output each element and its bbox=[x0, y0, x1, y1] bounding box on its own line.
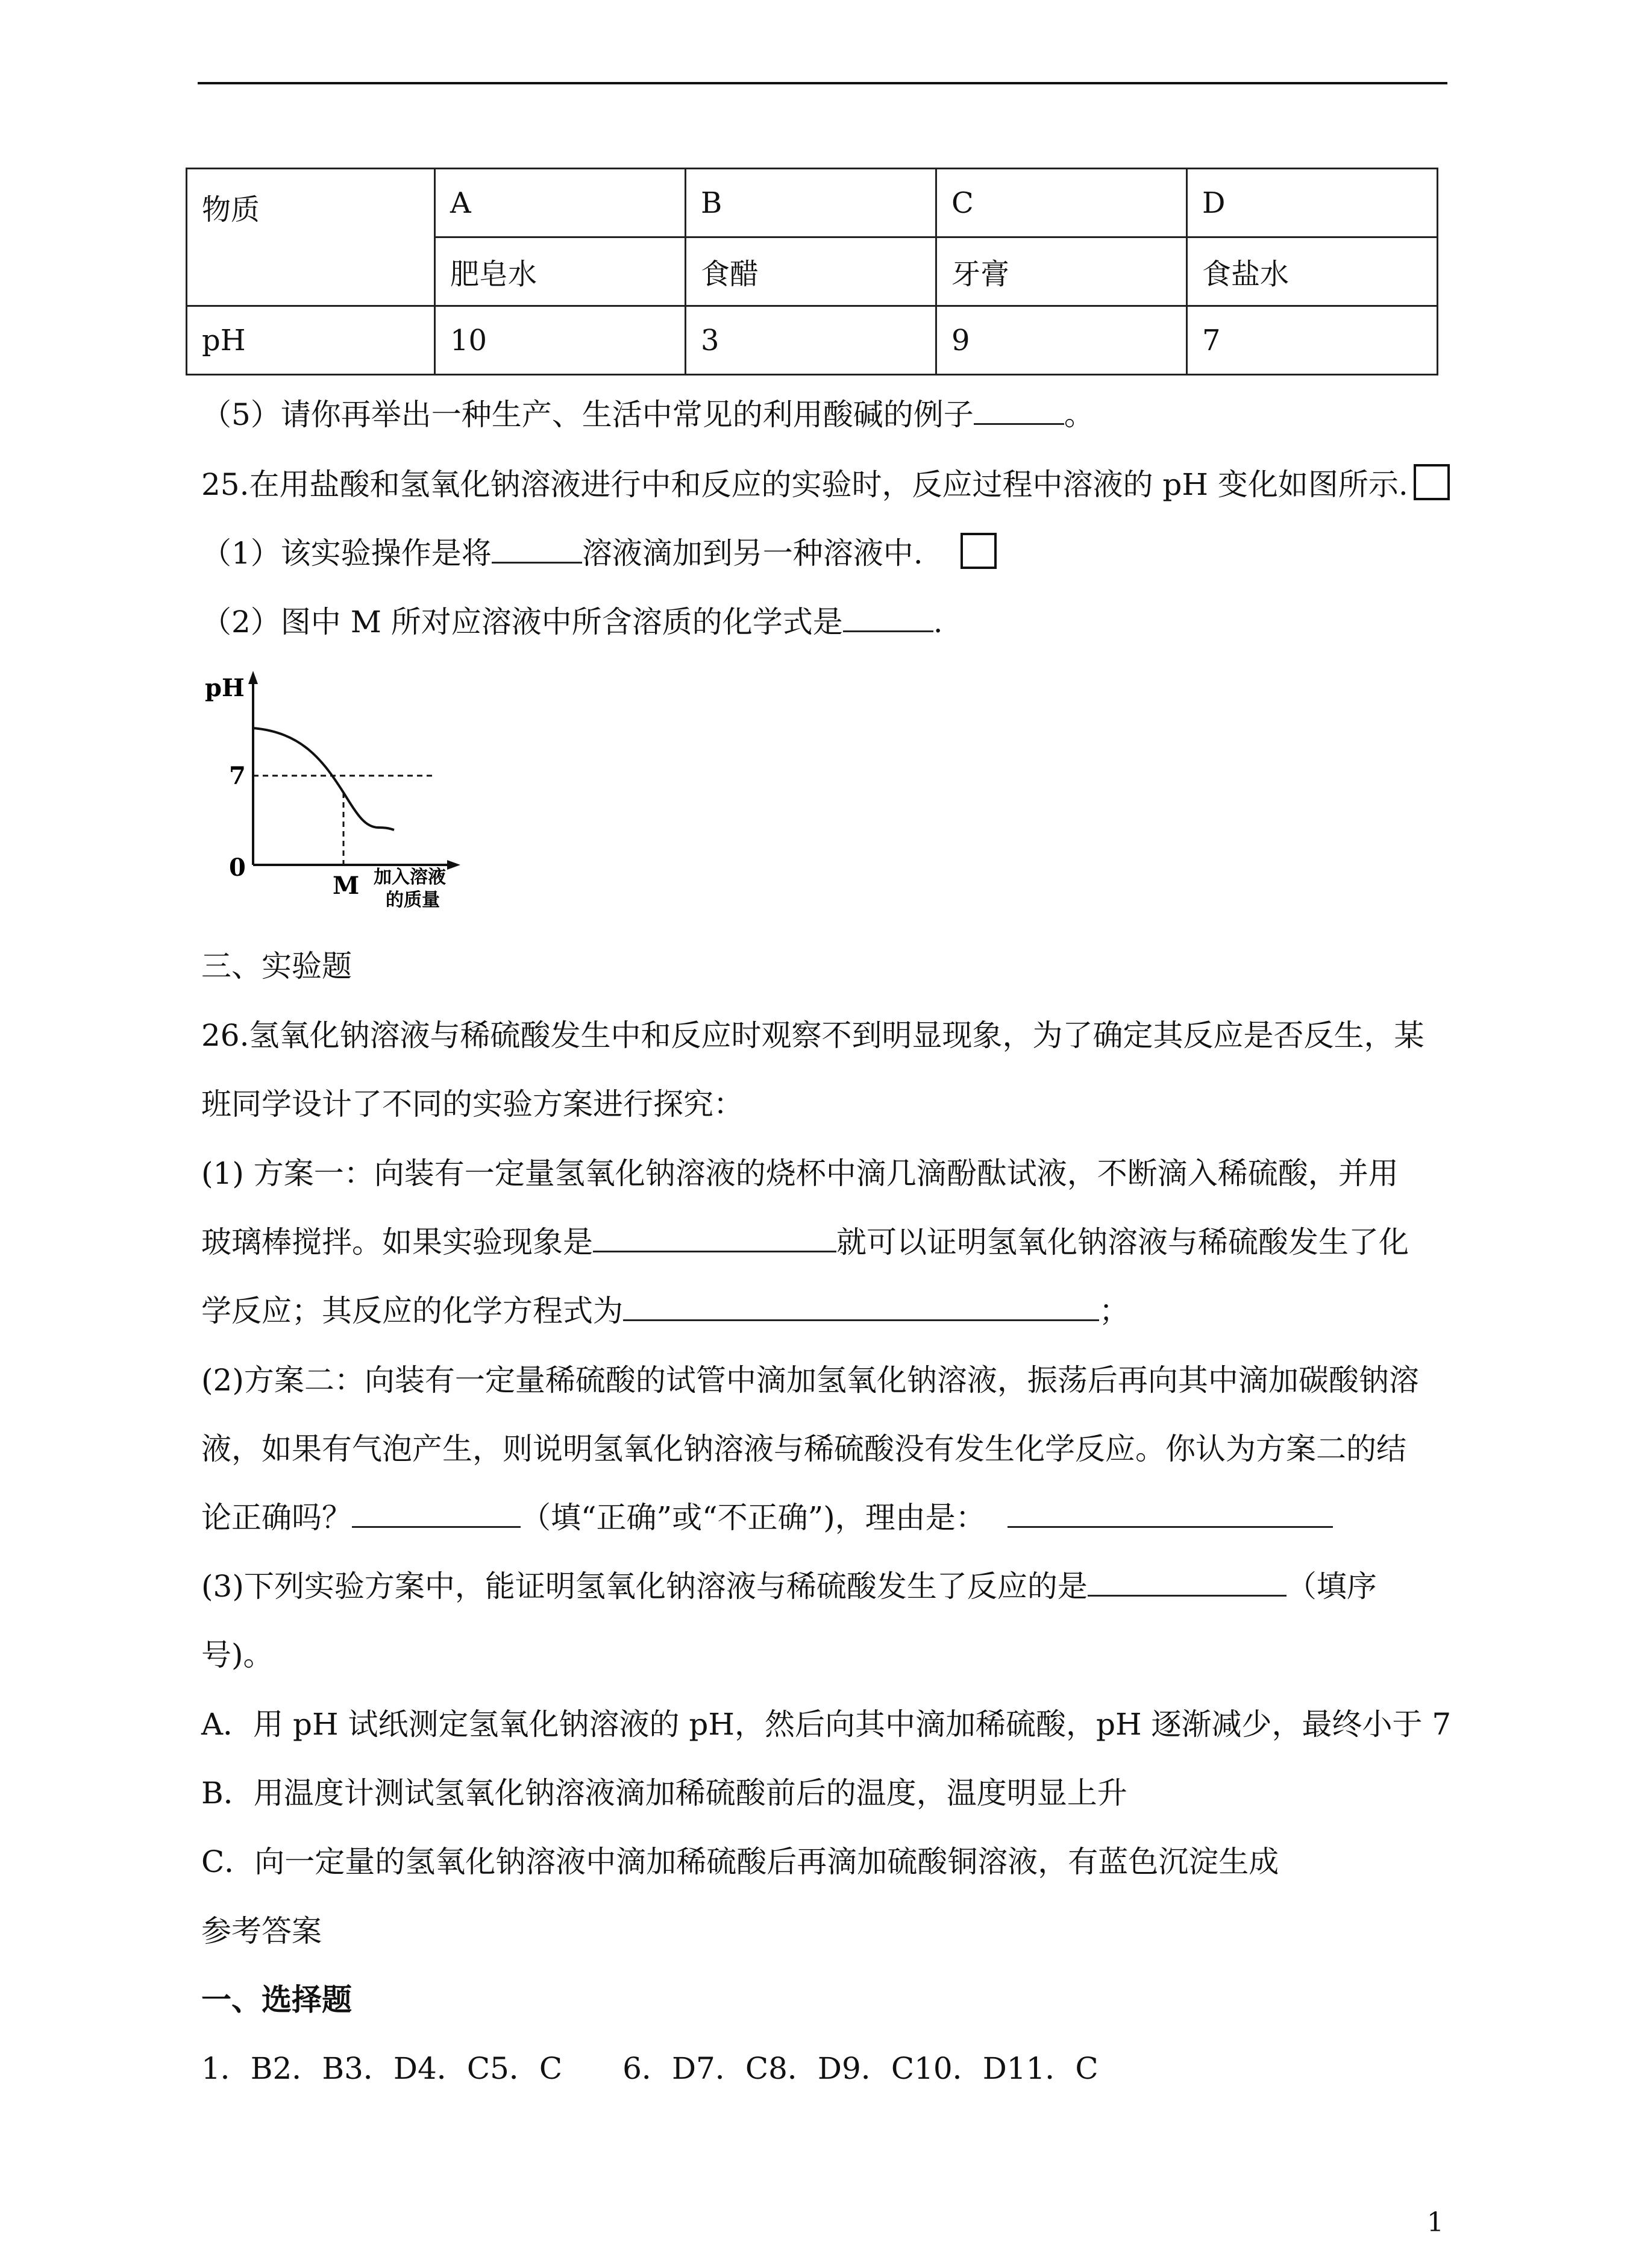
answers-section-1: 一、选择题 bbox=[201, 1982, 352, 2017]
answer-blank[interactable] bbox=[492, 536, 582, 564]
q25-part1: （1）该实验操作是将 溶液滴加到另一种溶液中. bbox=[201, 536, 923, 571]
option-a: A．用 pH 试纸测定氢氧化钠溶液的 pH，然后向其中滴加稀硫酸，pH 逐渐减少，最终小于 7 bbox=[201, 1707, 1452, 1742]
q26-stem-line2: 班同学设计了不同的实验方案进行探究： bbox=[201, 1087, 744, 1122]
option-c: C．向一定量的氢氧化钠溶液中滴加稀硫酸后再滴加硫酸铜溶液，有蓝色沉淀生成 bbox=[201, 1844, 1279, 1879]
q26-part3-line2: 号)。 bbox=[201, 1638, 274, 1673]
table-row bbox=[187, 306, 1438, 375]
answers-line-1: 1．B2．B3．D4．C5．C 6．D7．C8．D9．C10．D11．C bbox=[201, 2051, 1099, 2086]
header-substance: 物质 bbox=[187, 169, 435, 306]
table-row bbox=[187, 169, 1438, 237]
y-axis-label: pH bbox=[205, 674, 245, 702]
answer-blank[interactable] bbox=[593, 1225, 836, 1252]
answer-blank[interactable] bbox=[623, 1294, 1099, 1321]
checkbox[interactable] bbox=[961, 533, 997, 569]
ph-value-d: 7 bbox=[1187, 306, 1438, 375]
x-axis-arrow bbox=[447, 860, 460, 870]
col-letter-c: C bbox=[936, 169, 1187, 237]
answer-blank[interactable] bbox=[1008, 1501, 1333, 1528]
answer-blank[interactable] bbox=[843, 605, 933, 632]
q25-stem: 25.在用盐酸和氢氧化钠溶液进行中和反应的实验时，反应过程中溶液的 pH 变化如图所示. bbox=[201, 467, 1408, 502]
tick-7: 7 bbox=[229, 762, 246, 790]
col-name-d: 食盐水 bbox=[1187, 237, 1438, 306]
checkbox[interactable] bbox=[1414, 464, 1450, 500]
section-3-title: 三、实验题 bbox=[201, 949, 352, 984]
option-b: B．用温度计测试氢氧化钠溶液滴加稀硫酸前后的温度，温度明显上升 bbox=[201, 1776, 1127, 1811]
q26-part1-line1: (1) 方案一：向装有一定量氢氧化钠溶液的烧杯中滴几滴酚酞试液，不断滴入稀硫酸，并用 bbox=[201, 1156, 1399, 1191]
origin-label: 0 bbox=[229, 853, 246, 882]
ph-value-c: 9 bbox=[936, 306, 1187, 375]
col-letter-d: D bbox=[1187, 169, 1438, 237]
ph-label: pH bbox=[187, 306, 435, 375]
col-name-c: 牙膏 bbox=[936, 237, 1187, 306]
q24-part5: （5）请你再举出一种生产、生活中常见的利用酸碱的例子 。 bbox=[201, 397, 1094, 432]
q26-part1-line2: 玻璃棒搅拌。如果实验现象是 就可以证明氢氧化钠溶液与稀硫酸发生了化 bbox=[201, 1225, 1409, 1260]
q26-part2-line3: 论正确吗？ （填“正确”或“不正确”)，理由是： bbox=[201, 1500, 1333, 1536]
answers-title: 参考答案 bbox=[201, 1914, 322, 1949]
ph-value-a: 10 bbox=[435, 306, 686, 375]
answer-blank[interactable] bbox=[974, 398, 1064, 425]
y-axis-arrow bbox=[248, 671, 258, 684]
col-name-a: 肥皂水 bbox=[435, 237, 686, 306]
q26-part2-line1: (2)方案二：向装有一定量稀硫酸的试管中滴加氢氧化钠溶液，振荡后再向其中滴加碳酸钠溶 bbox=[201, 1363, 1419, 1398]
x-axis-label-line1: 加入溶液 bbox=[374, 867, 446, 888]
ph-graph bbox=[199, 666, 488, 919]
col-name-b: 食醋 bbox=[686, 237, 936, 306]
q26-part1-line3: 学反应；其反应的化学方程式为 ； bbox=[201, 1293, 1129, 1328]
page-number: 1 bbox=[1427, 2207, 1444, 2238]
q26-stem-line1: 26.氢氧化钠溶液与稀硫酸发生中和反应时观察不到明显现象，为了确定其反应是否反生，某 bbox=[201, 1018, 1424, 1053]
q26-part2-line2: 液，如果有气泡产生，则说明氢氧化钠溶液与稀硫酸没有发生化学反应。你认为方案二的结 bbox=[201, 1431, 1406, 1466]
answer-blank[interactable] bbox=[1088, 1569, 1287, 1597]
m-label: M bbox=[333, 872, 360, 900]
col-letter-a: A bbox=[435, 169, 686, 237]
ph-value-b: 3 bbox=[686, 306, 936, 375]
answer-blank[interactable] bbox=[352, 1501, 521, 1528]
x-axis-label-line2: 的质量 bbox=[386, 890, 440, 911]
q26-part3-line1: (3)下列实验方案中，能证明氢氧化钠溶液与稀硫酸发生了反应的是 （填序 bbox=[201, 1569, 1377, 1604]
ph-curve bbox=[253, 728, 394, 830]
header-rule bbox=[198, 82, 1447, 84]
col-letter-b: B bbox=[686, 169, 936, 237]
q25-part2: （2）图中 M 所对应溶液中所含溶质的化学式是 . bbox=[201, 605, 943, 639]
ph-table bbox=[186, 168, 1438, 375]
